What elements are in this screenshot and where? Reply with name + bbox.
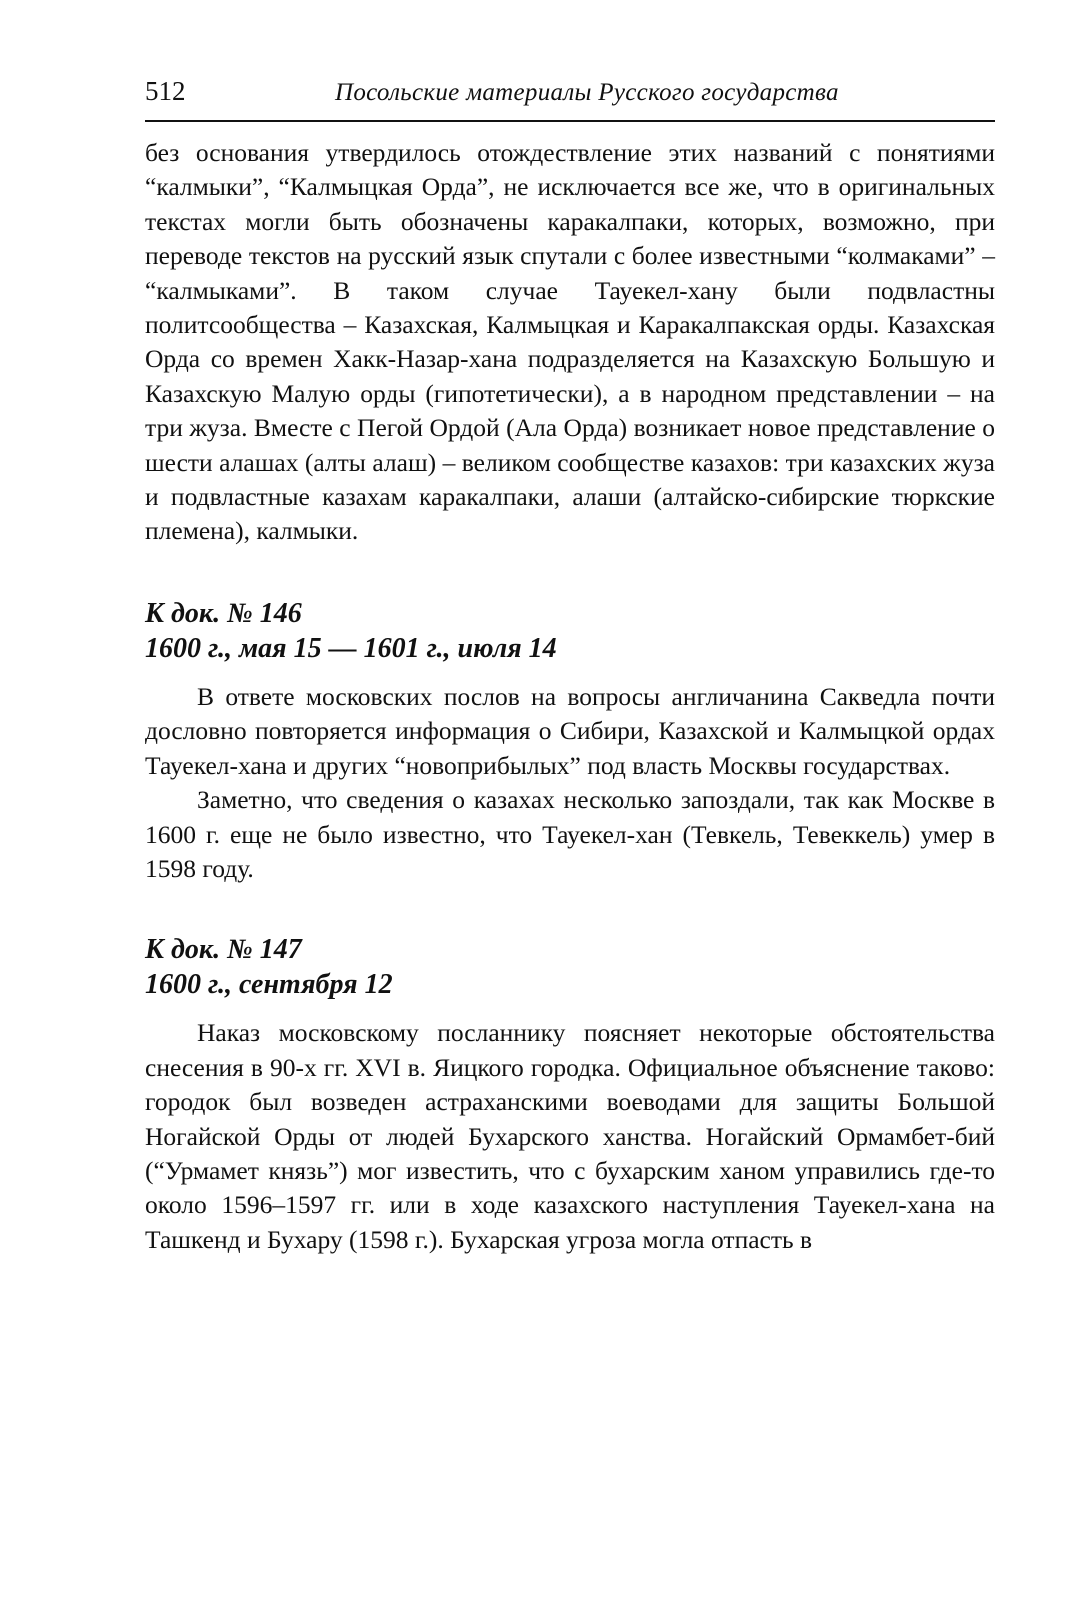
section-heading-doc: К док. № 147 xyxy=(145,934,302,966)
section-heading-date: 1600 г., мая 15 — 1601 г., июля 14 xyxy=(145,632,557,664)
section-paragraph: Заметно, что сведения о казахах несколько запоздали, так как Москве в 1600 г. еще не было известно, что Тауекел-хан (Тевкель, Тевеккель) умер в 1598 году. xyxy=(145,785,995,883)
section-paragraph: Наказ московскому посланнику поясняет некоторые обстоятельства снесения в 90-х гг. XVI в. Яицкого городка. Официальное объяснение таково: городок был возведен астраханскими воеводами для защиты Большой Ногайской Орды от людей Бухарского ханства. Ногайский Ормамбет-бий (“Урмамет князь”) мог известить, что с бухарским ханом управились где-то около 1596–1597 гг. или в ходе казахского наступления Тауекел-хана на Ташкенд и Бухару (1598 г.). Бухарская угроза могла отпасть в xyxy=(145,1018,995,1254)
running-header xyxy=(145,76,995,122)
document-page xyxy=(145,76,995,1257)
section-heading-date: 1600 г., сентября 12 xyxy=(145,969,393,1001)
running-title: Посольские материалы Русского государства xyxy=(335,79,839,106)
section-heading-doc: К док. № 146 xyxy=(145,597,302,629)
section-paragraph: В ответе московских послов на вопросы англичанина Сакведла почти дословно повторяется информация о Сибири, Казахской и Калмыцкой ордах Тауекел-хана и других “новоприбылых” под власть Москвы государствах. xyxy=(145,681,995,780)
page-number: 512 xyxy=(145,76,186,106)
intro-paragraph: без основания утвердилось отождествление этих названий с понятиями “калмыки”, “Калмыцкая Орда”, не исключается все же, что в оригинальных текстах могли быть обозначены каракалпаки, которых, возможно, при переводе текстов на русский язык спутали с более известными “колмаками” – “калмыками”. В таком случае Тауекел-хану были подвластны политсообщества – Казахская, Калмыцкая и Каракалпакская орды. Казахская Орда со времен Хакк-Назар-хана подразделяется на Казахскую Большую и Казахскую Малую орды (гипотетически), а в народном представлении – на три жуза. Вместе с Пегой Ордой (Ала Орда) возникает новое представление о шести алашах (алты алаш) – великом сообществе казахов: три казахских жуза и подвластные казахам каракалпаки, алаши (алтайско-сибирские тюркские племена), калмыки. xyxy=(145,138,995,546)
